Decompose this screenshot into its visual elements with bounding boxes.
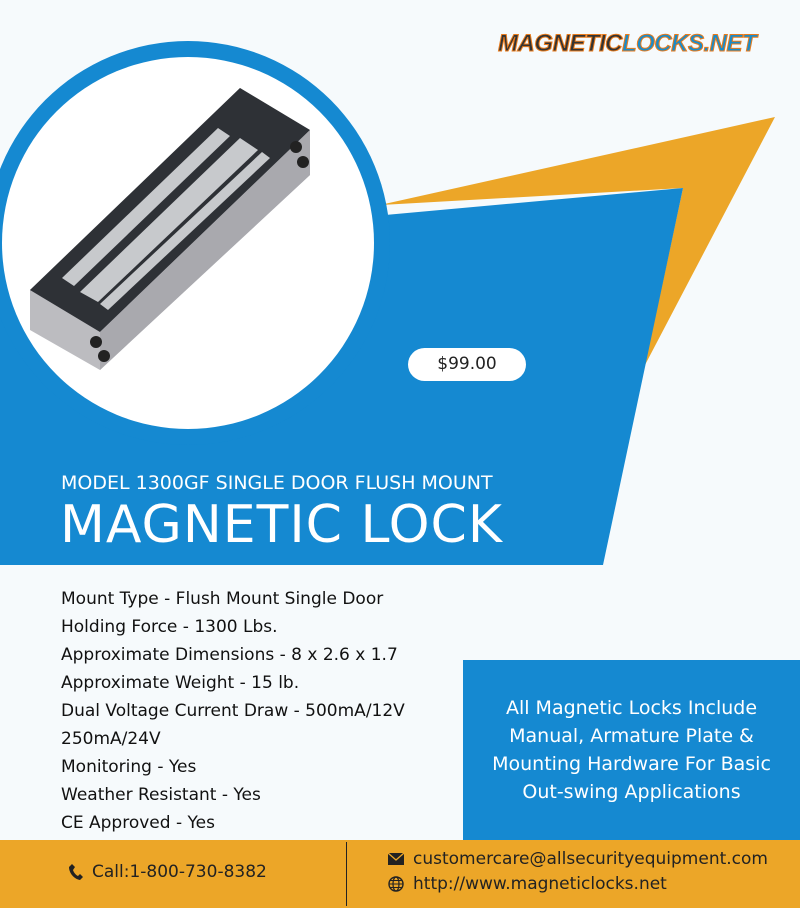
website-url: http://www.magneticlocks.net [413,874,667,894]
spec-item: CE Approved - Yes [61,813,215,833]
globe-icon [388,876,404,892]
included-hardware-note [463,660,800,840]
email-contact[interactable] [388,849,768,869]
spec-item: Approximate Dimensions - 8 x 2.6 x 1.7 [61,645,398,665]
contact-footer [0,840,800,908]
website-link[interactable] [388,874,667,894]
spec-item: Weather Resistant - Yes [61,785,261,805]
phone-contact[interactable] [68,862,267,882]
envelope-icon [388,853,404,865]
price-badge: $99.00 [408,348,526,381]
note-text: All Magnetic Locks Include Manual, Armature Plate & Mounting Hardware For Basic Out-swing Applications [492,697,771,803]
spec-item: Mount Type - Flush Mount Single Door [61,589,384,609]
spec-item: Monitoring - Yes [61,757,197,777]
footer-divider [346,842,347,906]
product-subtitle: MODEL 1300GF SINGLE DOOR FLUSH MOUNT [61,472,493,494]
spec-item: Holding Force - 1300 Lbs. [61,617,278,637]
spec-item: 250mA/24V [61,729,161,749]
phone-number: Call:1-800-730-8382 [92,862,267,882]
spec-item: Dual Voltage Current Draw - 500mA/12V [61,701,405,721]
product-title: MAGNETIC LOCK [60,495,503,555]
email-address: customercare@allsecurityequipment.com [413,849,768,869]
spec-item: Approximate Weight - 15 lb. [61,673,300,693]
phone-icon [68,863,84,881]
brand-logo: MAGNETICLOCKS.NET [498,30,757,57]
spec-list [61,585,405,837]
